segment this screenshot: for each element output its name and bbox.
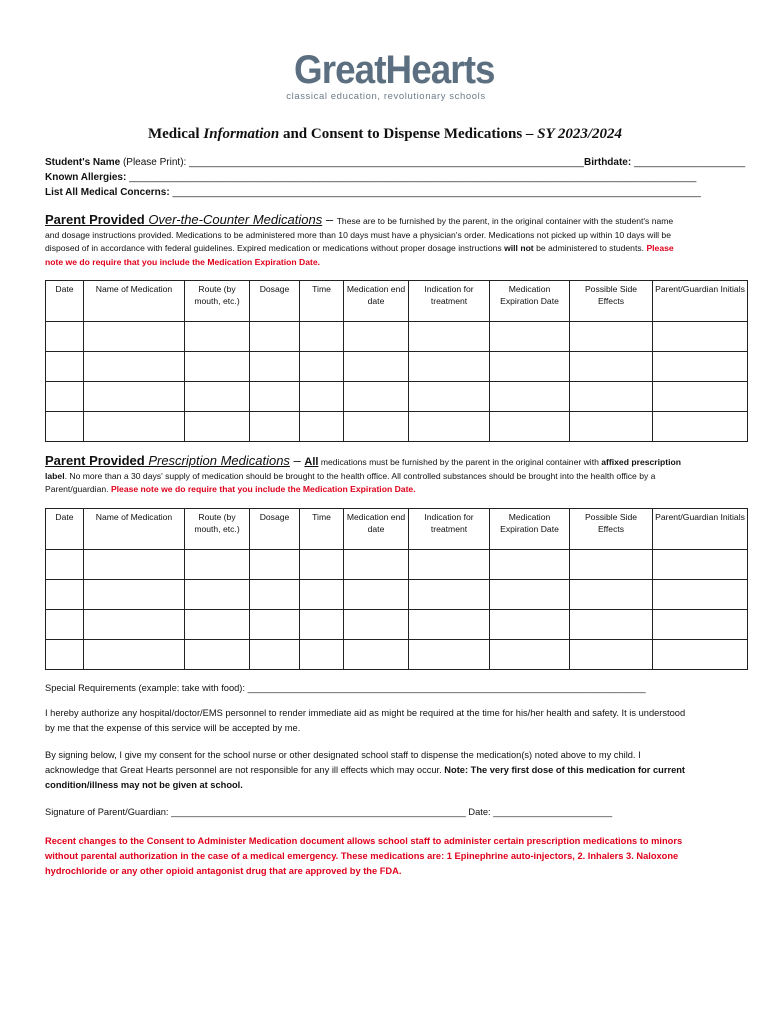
- rx-heading: Parent Provided: [45, 453, 145, 468]
- rx-table-header: Date Name of Medication Route (by mouth, etc.) Dosage Time Medication end date Indication for treatment Medication Expiration Date Possible Side Effects Parent/Guardian Initials: [46, 509, 748, 550]
- form-title: Medical Information and Consent to Dispense Medications – SY 2023/2024: [147, 126, 623, 142]
- student-name-field[interactable]: Student's Name (Please Print): _______________________________________________________________________Birthdate: ____________________: [45, 157, 746, 168]
- otc-table-row[interactable]: [46, 322, 748, 352]
- logo-wordmark: GreatHearts: [294, 48, 495, 92]
- rx-table-row[interactable]: [46, 580, 748, 610]
- otc-medication-table: [45, 280, 748, 442]
- special-requirements-field[interactable]: Special Requirements (example: take with food): _____________________________________________________________________________: [45, 683, 646, 693]
- rx-table-row[interactable]: [46, 610, 748, 640]
- birthdate-field: Birthdate:: [583, 157, 634, 168]
- logo-tagline: classical education, revolutionary schools: [286, 91, 486, 102]
- rx-section-intro: Parent Provided Prescription Medications – All medications must be furnished by the parent in the original container with affixed prescription label. No more than a 30 days' supply of medication should be brought to the health office. All controlled substances should be brought into the health office by a Parent/guardian. Please note we do require that you include the Medication Expiration Date.: [45, 453, 682, 494]
- date-field: Date:: [465, 807, 494, 817]
- otc-table-row[interactable]: [46, 352, 748, 382]
- otc-table-row[interactable]: [46, 412, 748, 442]
- great-hearts-logo: [286, 48, 495, 102]
- recent-changes-notice: Recent changes to the Consent to Administer Medication document allows school staff to administer certain prescription medications to minors without parental authorization in the case of a medical emergency. These medications are: 1 Epinephrine auto-injectors, 2. Inhalers 3. Naloxone hydrochloride or any other opioid antagonist drug that are approved by the FDA.: [45, 836, 683, 876]
- rx-table-row[interactable]: [46, 640, 748, 670]
- consent-paragraph: By signing below, I give my consent for the school nurse or other designated school staff to dispense the medication(s) noted above to my child. I acknowledge that Great Hearts personnel are not responsible for any ill effects which may occur. Note: The very first dose of this medication for current condition/illness may not be given at school.: [45, 750, 686, 790]
- otc-table-header: Date Name of Medication Route (by mouth, etc.) Dosage Time Medication end date Indication for treatment Medication Expiration Date Possible Side Effects Parent/Guardian Initials: [46, 281, 748, 322]
- otc-table-row[interactable]: [46, 382, 748, 412]
- known-allergies-field[interactable]: Known Allergies: ______________________________________________________________________________________________________: [45, 172, 697, 183]
- otc-section-intro: Parent Provided Over-the-Counter Medications – These are to be furnished by the parent, in the original container with the student's name and dosage instructions provided. Medications to be administered more than 10 days must have a physician's order. Medications not picked up within 10 days will be disposed of in accordance with federal guidelines. Expired medication or medications without proper dosage instructions will not be administered to students. Please note we do require that you include the Medication Expiration Date.: [45, 212, 674, 267]
- rx-table-row[interactable]: [46, 550, 748, 580]
- signature-field[interactable]: Signature of Parent/Guardian: _________________________________________________________ Date: _______________________: [45, 807, 613, 817]
- medical-concerns-field[interactable]: List All Medical Concerns: _______________________________________________________________________________________________: [45, 187, 701, 198]
- rx-medication-table: [45, 508, 748, 670]
- authorization-paragraph: I hereby authorize any hospital/doctor/EMS personnel to render immediate aid as might be required at the time for his/her health and safety. It is understood by me that the expense of this service will be accepted by me.: [45, 708, 686, 733]
- otc-heading: Parent Provided: [45, 212, 145, 227]
